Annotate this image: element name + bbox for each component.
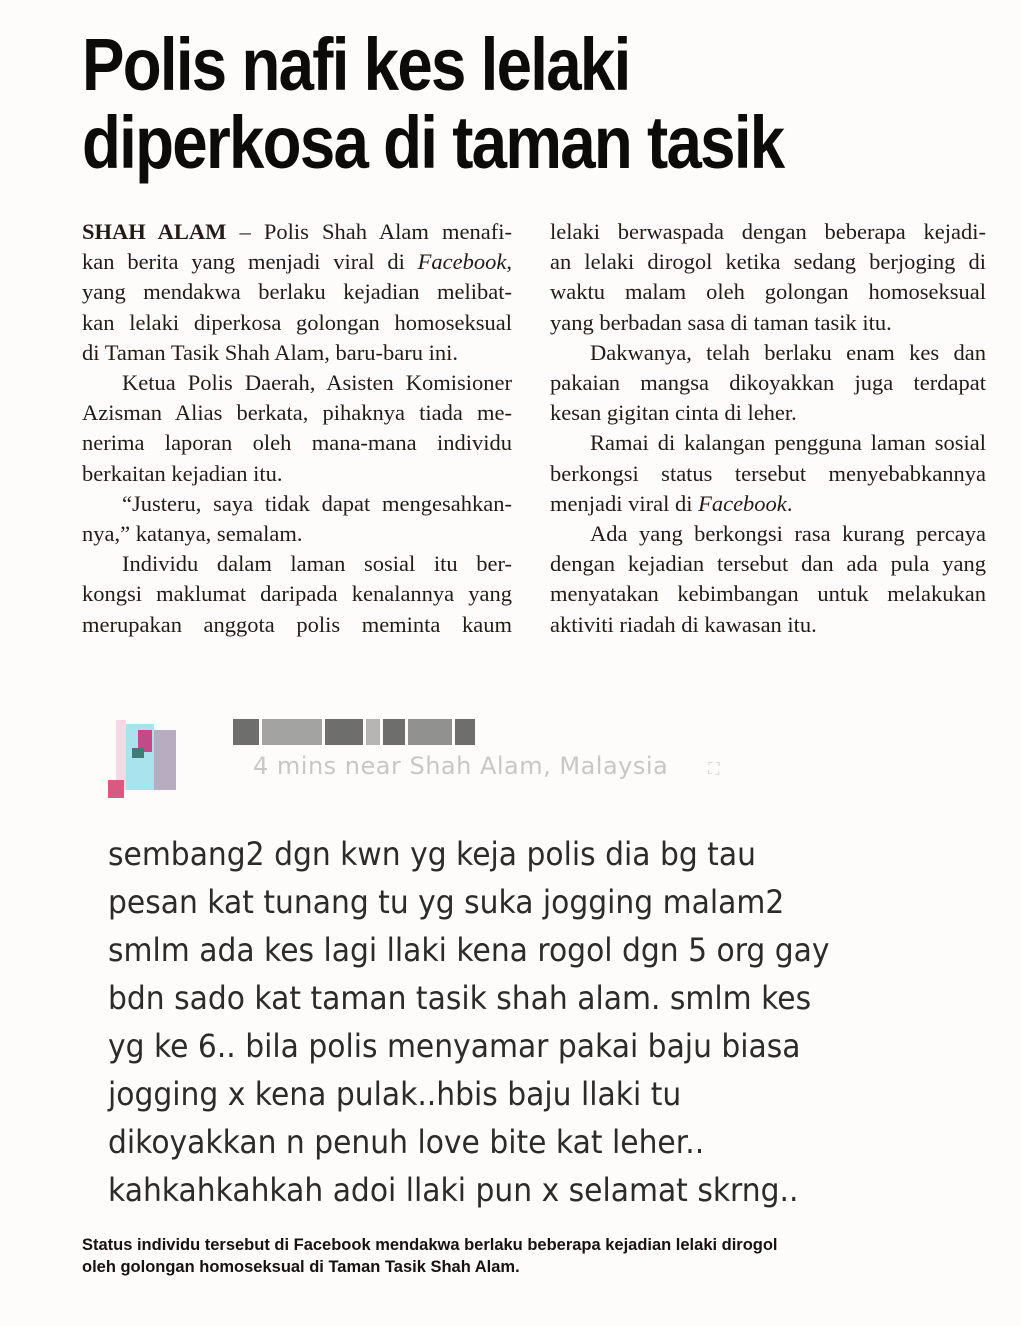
paragraph-6: Dakwanya, telah berlaku enam kes dan pakaian mangsa dikoyakkan juga terdapat kesan gigitan cinta di leher.: [550, 339, 986, 426]
post-line: jogging x kena pulak..hbis baju llaki tu: [108, 1075, 682, 1113]
dateline: SHAH ALAM: [82, 219, 227, 244]
post-time-location: 4 mins near Shah Alam, Malaysia: [253, 752, 669, 780]
paragraph-5: lelaki berwaspada dengan beberapa kejadi- an lelaki dirogol ketika sedang berjoging di waktu malam oleh golongan homoseksual yang berbadan sasa di taman tasik itu.: [550, 219, 986, 335]
facebook-post-text: [108, 830, 926, 1214]
facebook-post-header: [108, 700, 808, 800]
post-line: pesan kat tunang tu yg suka jogging malam2: [108, 883, 785, 921]
post-line: smlm ada kes lagi llaki kena rogol dgn 5 org gay: [108, 931, 830, 969]
paragraph-2: Ketua Polis Daerah, Asisten Komisioner Azisman Alias berkata, pihaknya tiada me- nerima laporan oleh mana-mana individu berkaitan kejadian itu.: [82, 370, 512, 486]
facebook-mention: Facebook: [698, 490, 787, 516]
post-line: sembang2 dgn kwn yg keja polis dia bg tau: [108, 835, 756, 873]
user-name-redacted: [233, 714, 478, 750]
post-meta: [253, 752, 720, 780]
globe-icon: ⛶: [708, 759, 720, 778]
facebook-mention: Facebook: [417, 249, 507, 275]
post-line: yg ke 6.. bila polis menyamar pakai baju biasa: [108, 1027, 801, 1065]
paragraph-3: “Justeru, saya tidak dapat mengesahkan- nya,” katanya, semalam.: [82, 490, 512, 547]
headline: [82, 23, 873, 184]
paragraph-7: Ramai di kalangan pengguna laman sosial berkongsi status tersebut menyebabkannya menjadi viral di Facebook.: [550, 430, 986, 516]
post-line: kahkahkahkah adoi llaki pun x selamat skrng..: [108, 1171, 799, 1209]
paragraph-1: SHAH ALAM – Polis Shah Alam menafi- kan berita yang menjadi viral di Facebook, yang mendakwa berlaku kejadian melibat- kan lelaki diperkosa golongan homoseksual di Taman Tasik Shah Alam, baru-baru ini.: [82, 219, 512, 365]
photo-caption: Status individu tersebut di Facebook mendakwa berlaku beberapa kejadian lelaki dirogol oleh golongan homoseksual di Taman Tasik Shah Alam.: [82, 1235, 778, 1276]
headline-line-1: Polis nafi kes lelaki: [82, 23, 630, 106]
paragraph-4: Individu dalam laman sosial itu ber- kongsi maklumat daripada kenalannya yang merupakan anggota polis meminta kaum: [82, 551, 512, 637]
paragraph-8: Ada yang berkongsi rasa kurang percaya dengan kejadian tersebut dan ada pula yang menyatakan kebimbangan untuk melakukan aktiviti riadah di kawasan itu.: [550, 521, 986, 637]
article-column-right: [550, 217, 986, 640]
article-column-left: [82, 217, 512, 640]
post-line: bdn sado kat taman tasik shah alam. smlm kes: [108, 979, 812, 1017]
post-line: dikoyakkan n penuh love bite kat leher..: [108, 1123, 705, 1161]
headline-line-2: diperkosa di taman tasik: [82, 101, 784, 184]
avatar: [108, 710, 203, 798]
